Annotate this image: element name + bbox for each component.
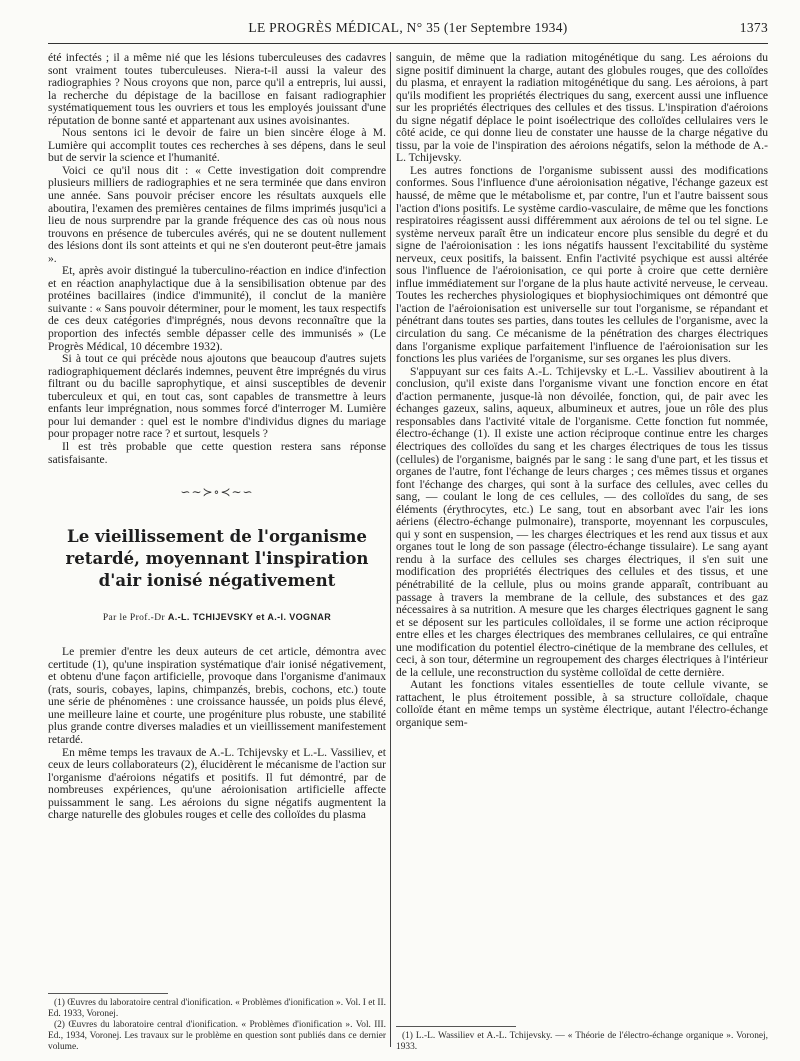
article-paragraph: En même temps les travaux de A.-L. Tchijevsky et L.-L. Vassiliev, et ceux de leurs collaborateurs (2), élucidèrent le mécanisme de l'action sur l'organisme d'aéroions négatifs et positifs. Il fut démontré, par de nombreuses expériences, qu'une aéroionisation artificielle affecte puissamment le sang. Les aéroions du signe négatifs augmentent la charge naturelle des globules rouges et celle des colloïdes du plasma	[48, 745, 386, 822]
paragraph: Et, après avoir distingué la tuberculino-réaction en indice d'infection et en réaction anaphylactique due à la sensibilisation obtenue par des protéines bacillaires (indice d'immunité), il conclut de la manière suivante : « Sans pouvoir déterminer, pour le moment, les taux respectifs de ces deux catégories d'imprégnés, nous devons reconnaître que la proportion des infectés semble dépasser celle des immunisés » (Le Progrès Médical, 10 décembre 1932).	[48, 264, 386, 353]
byline-authors: A.-L. TCHIJEVSKY et A.-I. VOGNAR	[167, 611, 332, 622]
article-title: Le vieillissement de l'organisme retardé, moyennant l'inspiration d'air ionisé négativement	[65, 525, 369, 590]
paragraph: Autant les fonctions vitales essentielles de toute cellule vivante, se rattachent, le plus étroitement possible, à sa structure colloïdale, chaque colloïde étant en même temps un système électrique, autant l'électro-échange organique sem-	[396, 678, 768, 729]
header-rule	[48, 43, 768, 44]
paragraph: été infectés ; il a même nié que les lésions tuberculeuses des cadavres sont vraiment toutes tuberculeuses. Niera-t-il aussi la valeur des radiographies ? Nous croyons que non, parce qu'il a entrepris, lui aussi, la recherche du dépistage de la bacillose en faisant radiographier systématiquement tous les ouvriers et tous les employés jouissant d'une réputation de bonne santé et appartenant aux usines avoisinantes.	[48, 51, 386, 127]
journal-title: LE PROGRÈS MÉDICAL, N° 35 (1er Septembre 1934)	[248, 20, 568, 35]
right-column	[396, 52, 768, 730]
running-header	[48, 20, 768, 42]
page-number: 1373	[739, 20, 768, 35]
article-paragraph: Le premier d'entre les deux auteurs de cet article, démontra avec certitude (1), qu'une inspiration systématique d'air ionisé négativement, et obtenu d'une façon artificielle, provoque dans l'organisme d'animaux (rats, souris, cobayes, lapins, chimpanzés, brebis, cochons, etc.) toute une série de phénomènes : une croissance haussée, un poids plus élevé, une meilleure laine et courte, une progéniture plus robuste, une stabilité plus grande contre diverses maladies et un vieillissement manifestement retardé.	[48, 645, 386, 746]
paragraph: Les autres fonctions de l'organisme subissent aussi des modifications conformes. Sous l'influence d'une aéroionisation négative, l'échange gazeux est haussé, de même que le métabolisme et, par contre, l'un et l'autre baissent sous l'action d'ions positifs. Le système cardio-vasculaire, de même que les fonctions respiratoires réagissent aussi différemment aux aéroions de tel ou tel signe. Le système nerveux paraît être un indicateur encore plus sensible du degré et du signe de l'aéroionisation : les ions négatifs haussent l'excitabilité du système nerveux, ceux positifs, la baissent. Enfin l'activité psychique est aussi altérée sous l'influence de l'aéroionisation, ce qui porte à croire que cette dernière influe immédiatement sur l'organe de la plus haute activité nerveuse, le cerveau. Toutes les recherches physiologiques et biophysiochimiques ont démontré que l'action de l'aéroionisation est universelle sur tout l'organisme, se répandant et pénétrant dans toutes ses parties, dans toutes les cellules de l'organisme, avec la circulation du sang. Ce mécanisme de la pénétration des charges électriques dans l'organisme explique parfaitement l'influence de l'aéroionisation sur les fonctions les plus variées de l'organisme, sur ses organes les plus divers.	[396, 163, 768, 366]
paragraph: Si à tout ce qui précède nous ajoutons que beaucoup d'autres sujets radiographiquement déclarés indemnes, peuvent être imprégnés du virus filtrant ou du bacille saprophytique, et ainsi susceptibles de devenir tuberculeux et qui, en tout cas, sont capables de transmettre à leurs enfants leur imprégnation, nous sommes forcé d'interroger M. Lumière pour lui demander : quel est le nombre d'individus dignes du mariage pour propager notre race ? et surtout, lesquels ?	[48, 352, 386, 441]
paragraph: S'appuyant sur ces faits A.-L. Tchijevsky et L.-L. Vassiliev aboutirent à la conclusion, qu'il existe dans l'organisme vivant une fonction encore en état d'action permanente, jusque-là non dévoilée, fonction, qui, de pair avec les échanges gazeux, salins, aqueux, albumineux et autres, joue un rôle des plus responsables dans l'activité vitale de l'organisme. Cette fonction fut nommée, électro-échange (1). Il existe une action réciproque continue entre les charges électriques des colloïdes du sang et les charges électriques de tous les tissus (cellules) de l'organisme, baignés par le sang : le sang d'une part, et les tissus et organes de l'autre, font l'échange de leurs charges ; ces mêmes tissus et organes font l'échange des charges, qui sont à la surface des cellules, avec celles du sang, — coulant le long de ces cellules, — des colloïdes du sang, de ses éléments (érythrocytes, etc.) Le sang, tout en absorbant avec l'air les ions aériens (électro-échange pulmonaire), transporte, moyennant les corpuscules, qui y sont en suspension, — les charges électriques et les rend aux tissus et aux organes tout le long de son passage (électro-échange tissulaire). Le sang ayant rendu à la surface des cellules ses charges électriques, il s'en suit une modification des propriétés électriques des cellules et des tissus, et une pénétrabilité de la cellule, plus ou moins grande apparaît, contribuant au passage à travers la membrane de la cellule, des substances et des gaz nécessaires à sa nutrition. A mesure que les charges électriques gagnent le sang et se déposent sur les particules colloïdales, il se forme une action réciproque entre elles et les charges électriques des membranes cellulaires, ce qui entraîne une modification du potentiel électro-cinétique de la membrane des cellules, et ceci, à son tour, détermine un regroupement des charges électriques à l'intérieur de la cellule, une reconstruction du système colloïdal de cette dernière.	[396, 364, 768, 679]
left-footnotes	[48, 998, 386, 1053]
right-footnotes	[396, 1031, 768, 1053]
paragraph: Il est très probable que cette question restera sans réponse satisfaisante.	[48, 439, 386, 466]
footnote: (1) Œuvres du laboratoire central d'ionification. « Problèmes d'ionification ». Vol. I et II. Ed. 1933, Voronej.	[48, 998, 386, 1019]
paragraph: Voici ce qu'il nous dit : « Cette investigation doit comprendre plusieurs milliers de radiographies et ne sera terminée que dans environ une année. Sans pouvoir préciser encore les résultats auxquels elle aboutira, l'examen des premières centaines de films imprimés jusqu'ici a lieu de nous surprendre par la grande fréquence des cas où nous nous trouvons en présence de tubercules avérés, qui ne se doutent nullement des lésions dont ils sont atteints et qui ne s'en douteront peut-être jamais ».	[48, 163, 386, 265]
column-divider	[390, 52, 391, 1047]
left-column	[48, 52, 386, 822]
section-ornament: ∽∼≻∘≺∼∽	[180, 485, 254, 500]
paragraph: sanguin, de même que la radiation mitogénétique du sang. Les aéroions du signe positif diminuent la charge, autant des globules rouges, que des colloïdes du plasma, et enrayent la radiation mitogénétique du sang. Les aéroions, à part qu'ils modifient les propriétés électriques du sang, exercent aussi une influence sur les propriétés électriques des cellules et des tissus. L'inspiration d'aéroions du signe négatif déplace le point isoélectrique des colloïdes cellulaires vers le côté acide, ce qui donne lieu de constater une hausse de la charge négative du tissu, par la voie de l'inspiration des aéroions négatifs, selon la méthode de A.-L. Tchijevsky.	[396, 51, 768, 165]
footnote: (2) Œuvres du laboratoire central d'ionification. « Problèmes d'ionification ». Vol. III. Ed., 1934, Voronej. Les travaux sur le problème en question sont publiés dans ce dernier volume.	[48, 1020, 386, 1052]
footnote-rule	[48, 993, 168, 994]
paragraph: Nous sentons ici le devoir de faire un bien sincère éloge à M. Lumière qui accomplit toutes ces recherches à ses dépens, dans le seul but de servir la science et l'humanité.	[48, 126, 386, 165]
byline	[48, 611, 386, 625]
footnote: (1) L.-L. Wassiliev et A.-L. Tchijevsky. — « Théorie de l'électro-échange organique ». Voronej, 1933.	[396, 1031, 768, 1052]
byline-prefix: Par le Prof.-Dr	[102, 612, 166, 623]
footnote-rule	[396, 1026, 516, 1027]
